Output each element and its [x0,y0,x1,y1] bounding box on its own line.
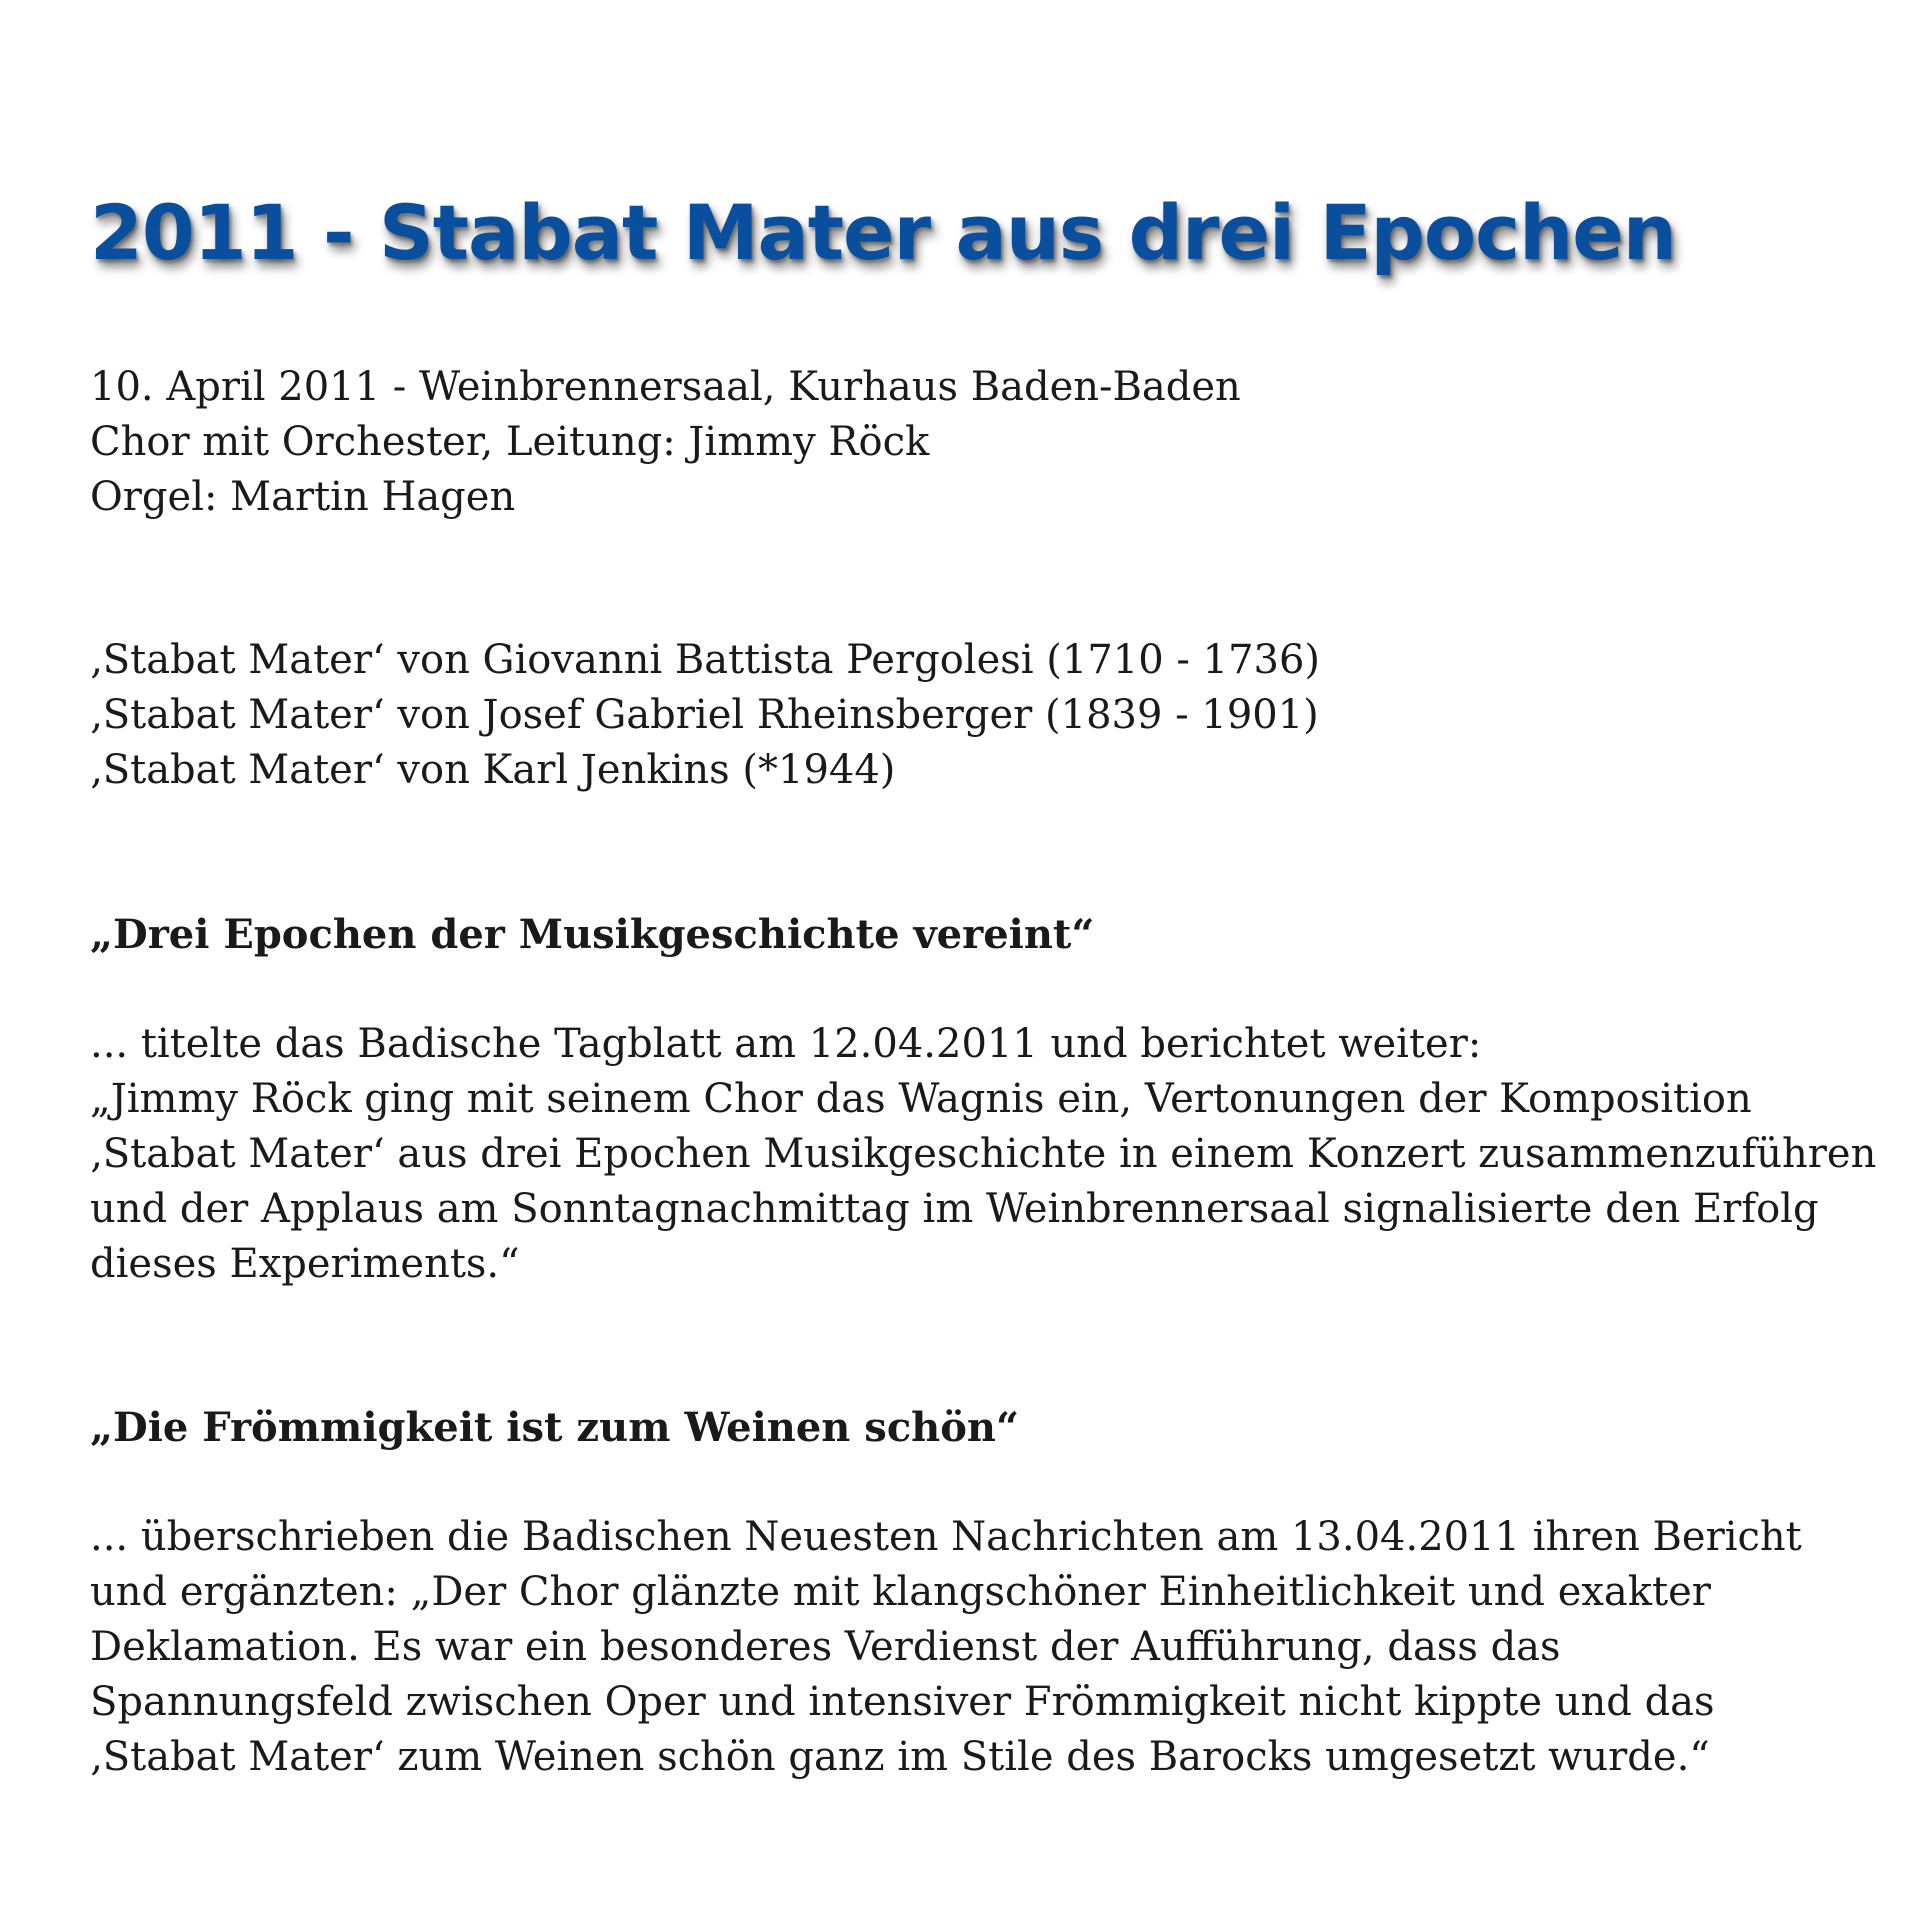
review-heading-tagblatt: „Drei Epochen der Musikgeschichte vereint“ [90,911,1095,958]
review-line: ‚Stabat Mater‘ aus drei Epochen Musikgeschichte in einem Konzert zusammenzuführen [90,1131,1877,1177]
concert-date-venue: 10. April 2011 - Weinbrennersaal, Kurhaus Baden-Baden [90,364,1241,410]
review-heading-bnn: „Die Frömmigkeit ist zum Weinen schön“ [90,1404,1020,1451]
program-item: ‚Stabat Mater‘ von Karl Jenkins (*1944) [90,747,896,793]
review-text-bnn [90,1510,1802,1785]
program-item: ‚Stabat Mater‘ von Giovanni Battista Pergolesi (1710 - 1736) [90,637,1321,683]
review-line: dieses Experiments.“ [90,1241,520,1287]
page-title: 2011 - Stabat Mater aus drei Epochen [90,188,1676,277]
review-text-tagblatt [90,1017,1876,1292]
concert-ensemble-conductor: Chor mit Orchester, Leitung: Jimmy Röck [90,419,930,465]
review-line: ... titelte das Badische Tagblatt am 12.04.2011 und berichtet weiter: [90,1021,1482,1067]
review-line: und der Applaus am Sonntagnachmittag im Weinbrennersaal signalisierte den Erfolg [90,1186,1819,1232]
review-line: und ergänzten: „Der Chor glänzte mit klangschöner Einheitlichkeit und exakter [90,1569,1711,1615]
review-line: „Jimmy Röck ging mit seinem Chor das Wagnis ein, Vertonungen der Komposition [90,1076,1752,1122]
review-line: ... überschrieben die Badischen Neuesten Nachrichten am 13.04.2011 ihren Bericht [90,1514,1802,1560]
concert-organist: Orgel: Martin Hagen [90,474,516,520]
program-item: ‚Stabat Mater‘ von Josef Gabriel Rheinsberger (1839 - 1901) [90,692,1319,738]
review-line: Spannungsfeld zwischen Oper und intensiver Frömmigkeit nicht kippte und das [90,1679,1715,1725]
concert-info [90,360,1241,525]
program-list [90,633,1320,798]
review-line: Deklamation. Es war ein besonderes Verdienst der Aufführung, dass das [90,1624,1561,1670]
review-line: ‚Stabat Mater‘ zum Weinen schön ganz im Stile des Barocks umgesetzt wurde.“ [90,1734,1710,1780]
